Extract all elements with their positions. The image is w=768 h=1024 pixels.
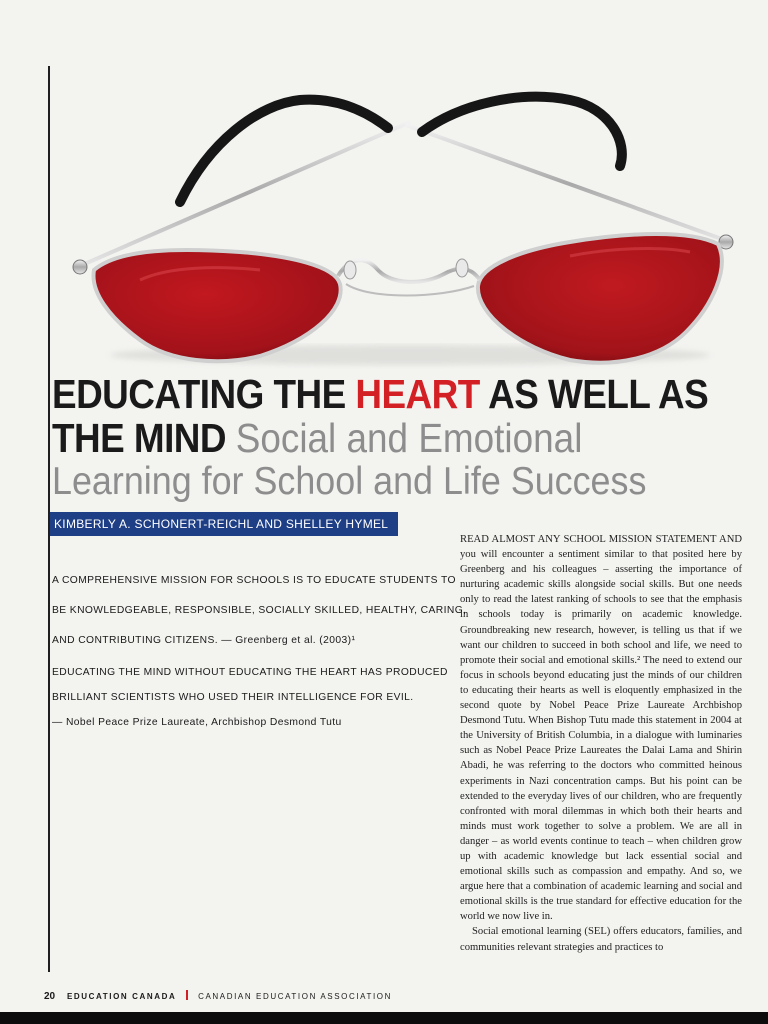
quote-line: A COMPREHENSIVE MISSION FOR SCHOOLS IS TO EDUCATE STUDENTS TO	[52, 575, 456, 586]
hero-sunglasses-image	[50, 70, 768, 375]
page-number: 20	[44, 991, 56, 1002]
article-title	[52, 372, 752, 504]
quote-line: BE KNOWLEDGEABLE, RESPONSIBLE, SOCIALLY SKILLED, HEALTHY, CARING,	[52, 605, 467, 616]
quote-attribution: — Nobel Peace Prize Laureate, Archbishop Desmond Tutu	[52, 717, 342, 728]
association-name: CANADIAN EDUCATION ASSOCIATION	[198, 992, 393, 1001]
title-line-1	[52, 371, 709, 417]
quote-greenberg	[52, 574, 467, 648]
title-the-mind: THE MIND	[52, 415, 227, 461]
body-paragraph-1: READ ALMOST ANY SCHOOL MISSION STATEMENT AND you will encounter a sentiment similar to that posited here by Greenberg and his colleagues – asserting the importance of nurturing academic skills alongside social skills. But one needs only to read the latest ranking of schools to see that the emphasis in schools today is primarily on academic knowledge. Groundbreaking new research, however, is telling us that if we want our children to succeed in both school and life, we need to promote their social and emotional skills.² The need to extend our focus in schools beyond educating just the minds of our children to educating their hearts as well is eloquently emphasized in the second quote by Nobel Peace Prize Laureate Archbishop Desmond Tutu. When Bishop Tutu made this statement in 2004 at the University of British Columbia, in a dialogue with luminaries such as Nobel Peace Prize Laureates the Dalai Lama and Shirin Abadi, he was referring to the doctors who committed heinous experiments in Nazi concentration camps. But his point can be extended to the everyday lives of our children, who are frequently confronted with moral dilemmas in which both their hearts and minds must work together to solve a problem. We are all in danger – as world events continue to teach – when children grow up with academic knowledge but lack essential social and emotional skills such as compassion and empathy. And so, we argue here that a combination of academic learning and social and emotional skills is the true standard for effective education for the world we now live in.	[460, 534, 742, 923]
footer-divider	[186, 990, 188, 1000]
magazine-name: EDUCATION CANADA	[66, 992, 177, 1001]
title-line-2	[52, 416, 682, 460]
subtitle-line-2: Learning for School and Life Success	[52, 460, 647, 503]
bottom-scan-edge	[0, 1012, 768, 1024]
author-byline: KIMBERLY A. SCHONERT-REICHL AND SHELLEY HYMEL	[50, 512, 398, 536]
article-body-column	[460, 532, 742, 955]
body-paragraph-2: Social emotional learning (SEL) offers educators, families, and communities relevant strategies and practices to	[460, 926, 742, 953]
subtitle-part-1: Social and Emotional	[235, 415, 583, 461]
quote-line: EDUCATING THE MIND WITHOUT EDUCATING THE HEART HAS PRODUCED	[52, 667, 448, 678]
title-part-1: EDUCATING THE	[52, 371, 346, 417]
title-heart-word: HEART	[355, 371, 480, 417]
heart-sunglasses-illustration	[50, 70, 768, 375]
quote-line: BRILLIANT SCIENTISTS WHO USED THEIR INTELLIGENCE FOR EVIL.	[52, 692, 414, 703]
page-footer	[44, 990, 744, 1002]
epigraph-quotes	[52, 574, 467, 741]
title-part-2: AS WELL AS	[488, 371, 709, 417]
quote-tutu	[52, 666, 447, 730]
quote-line: AND CONTRIBUTING CITIZENS. — Greenberg et al. (2003)¹	[52, 635, 356, 646]
